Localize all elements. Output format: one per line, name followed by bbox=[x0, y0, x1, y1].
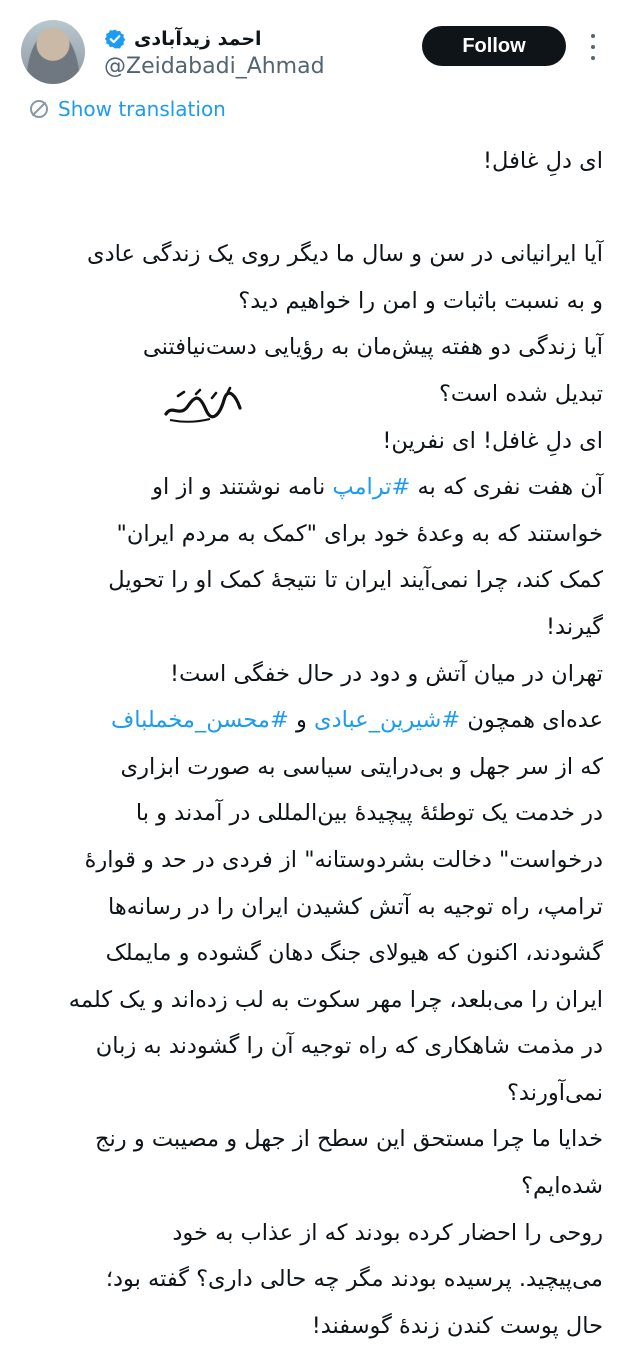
follow-button[interactable]: Follow bbox=[422, 26, 566, 66]
tweet-line: خواستند که به وعدهٔ خود برای "کمک به مردم ایران" bbox=[116, 520, 603, 547]
more-vertical-icon[interactable] bbox=[582, 30, 604, 64]
tweet-line: و به نسبت باثبات و امن را خواهیم دید؟ bbox=[238, 287, 603, 314]
tweet-line: کمک کند، چرا نمی‌آیند ایران تا نتیجهٔ کمک او را تحویل bbox=[108, 567, 603, 594]
tweet-line bbox=[18, 697, 603, 744]
tweet-line: روحی را احضار کرده بودند که از عذاب به خود bbox=[172, 1219, 603, 1246]
tweet-line: گشودند، اکنون که هیولای جنگ دهان گشوده و مایملک bbox=[105, 940, 603, 967]
tweet-line: ای دلِ غافل! bbox=[483, 148, 603, 174]
tweet-text-segment: و bbox=[288, 707, 315, 734]
show-translation-label: Show translation bbox=[58, 97, 226, 121]
tweet-line: حال پوست کندن زندهٔ گوسفند! bbox=[311, 1312, 603, 1339]
author-name-row[interactable] bbox=[104, 24, 262, 54]
tweet-text-segment: عده‌ای همچون bbox=[460, 707, 603, 734]
tweet-line: آیا زندگی دو هفته پیش‌مان به رؤیایی دست‌نیافتنی bbox=[142, 334, 603, 361]
tweet-line: در مذمت شاهکاری که راه توجیه آن را گشودند به زبان bbox=[95, 1033, 603, 1060]
tweet-line: ترامپ، راه توجیه به آتش کشیدن ایران را در رسانه‌ها bbox=[107, 893, 603, 920]
author-display-name[interactable]: احمد زیدآبادی bbox=[134, 28, 262, 50]
tweet-line: گیرند! bbox=[545, 613, 603, 640]
tweet-line: تبدیل شده است؟ bbox=[438, 380, 603, 407]
tweet-line: که از سر جهل و بی‌درایتی سیاسی به صورت ابزاری bbox=[120, 753, 603, 780]
tweet-text bbox=[18, 138, 603, 1349]
tweet-line bbox=[18, 464, 603, 511]
tweet-line: خدایا ما چرا مستحق این سطح از جهل و مصیبت و رنج bbox=[95, 1126, 603, 1153]
tweet-line: شده‌ایم؟ bbox=[521, 1173, 603, 1200]
tweet-line: می‌پیچید. پرسیده بودند مگر چه حالی داری؟ گفته بود؛ bbox=[105, 1266, 603, 1293]
tweet-line: درخواست" دخالت بشردوستانه" از فردی در حد و قوارهٔ bbox=[84, 846, 603, 873]
tweet-line: ایران را می‌بلعد، چرا مهر سکوت به لب زده‌اند و یک کلمه bbox=[68, 986, 603, 1013]
tweet-line: در خدمت یک توطئهٔ پیچیدهٔ بین‌المللی در آمدند و با bbox=[135, 800, 603, 827]
translate-icon bbox=[28, 98, 50, 120]
show-translation-link[interactable] bbox=[28, 97, 226, 121]
author-handle[interactable]: @Zeidabadi_Ahmad bbox=[104, 54, 325, 79]
tweet-line: نمی‌آورند؟ bbox=[506, 1079, 603, 1106]
tweet-line: تهران در میان آتش و دود در حال خفگی است! bbox=[170, 660, 603, 687]
verified-badge-icon bbox=[104, 28, 126, 50]
tweet-text-segment: نامه نوشتند و از او bbox=[152, 474, 333, 501]
tweet-blank-line bbox=[18, 185, 603, 232]
tweet-line: آیا ایرانیانی در سن و سال ما دیگر روی یک زندگی عادی bbox=[86, 241, 603, 268]
author-avatar[interactable] bbox=[21, 20, 85, 84]
tweet-line: ای دلِ غافل! ای نفرین! bbox=[382, 427, 603, 454]
hashtag-shirin-ebadi[interactable]: #شیرین_عبادی bbox=[314, 707, 461, 734]
hashtag-mohsen-makhmalbaf[interactable]: #محسن_مخملباف bbox=[110, 707, 289, 734]
tweet-text-segment: آن هفت نفری که به bbox=[410, 474, 603, 501]
hashtag-trump[interactable]: #ترامپ bbox=[332, 474, 411, 501]
